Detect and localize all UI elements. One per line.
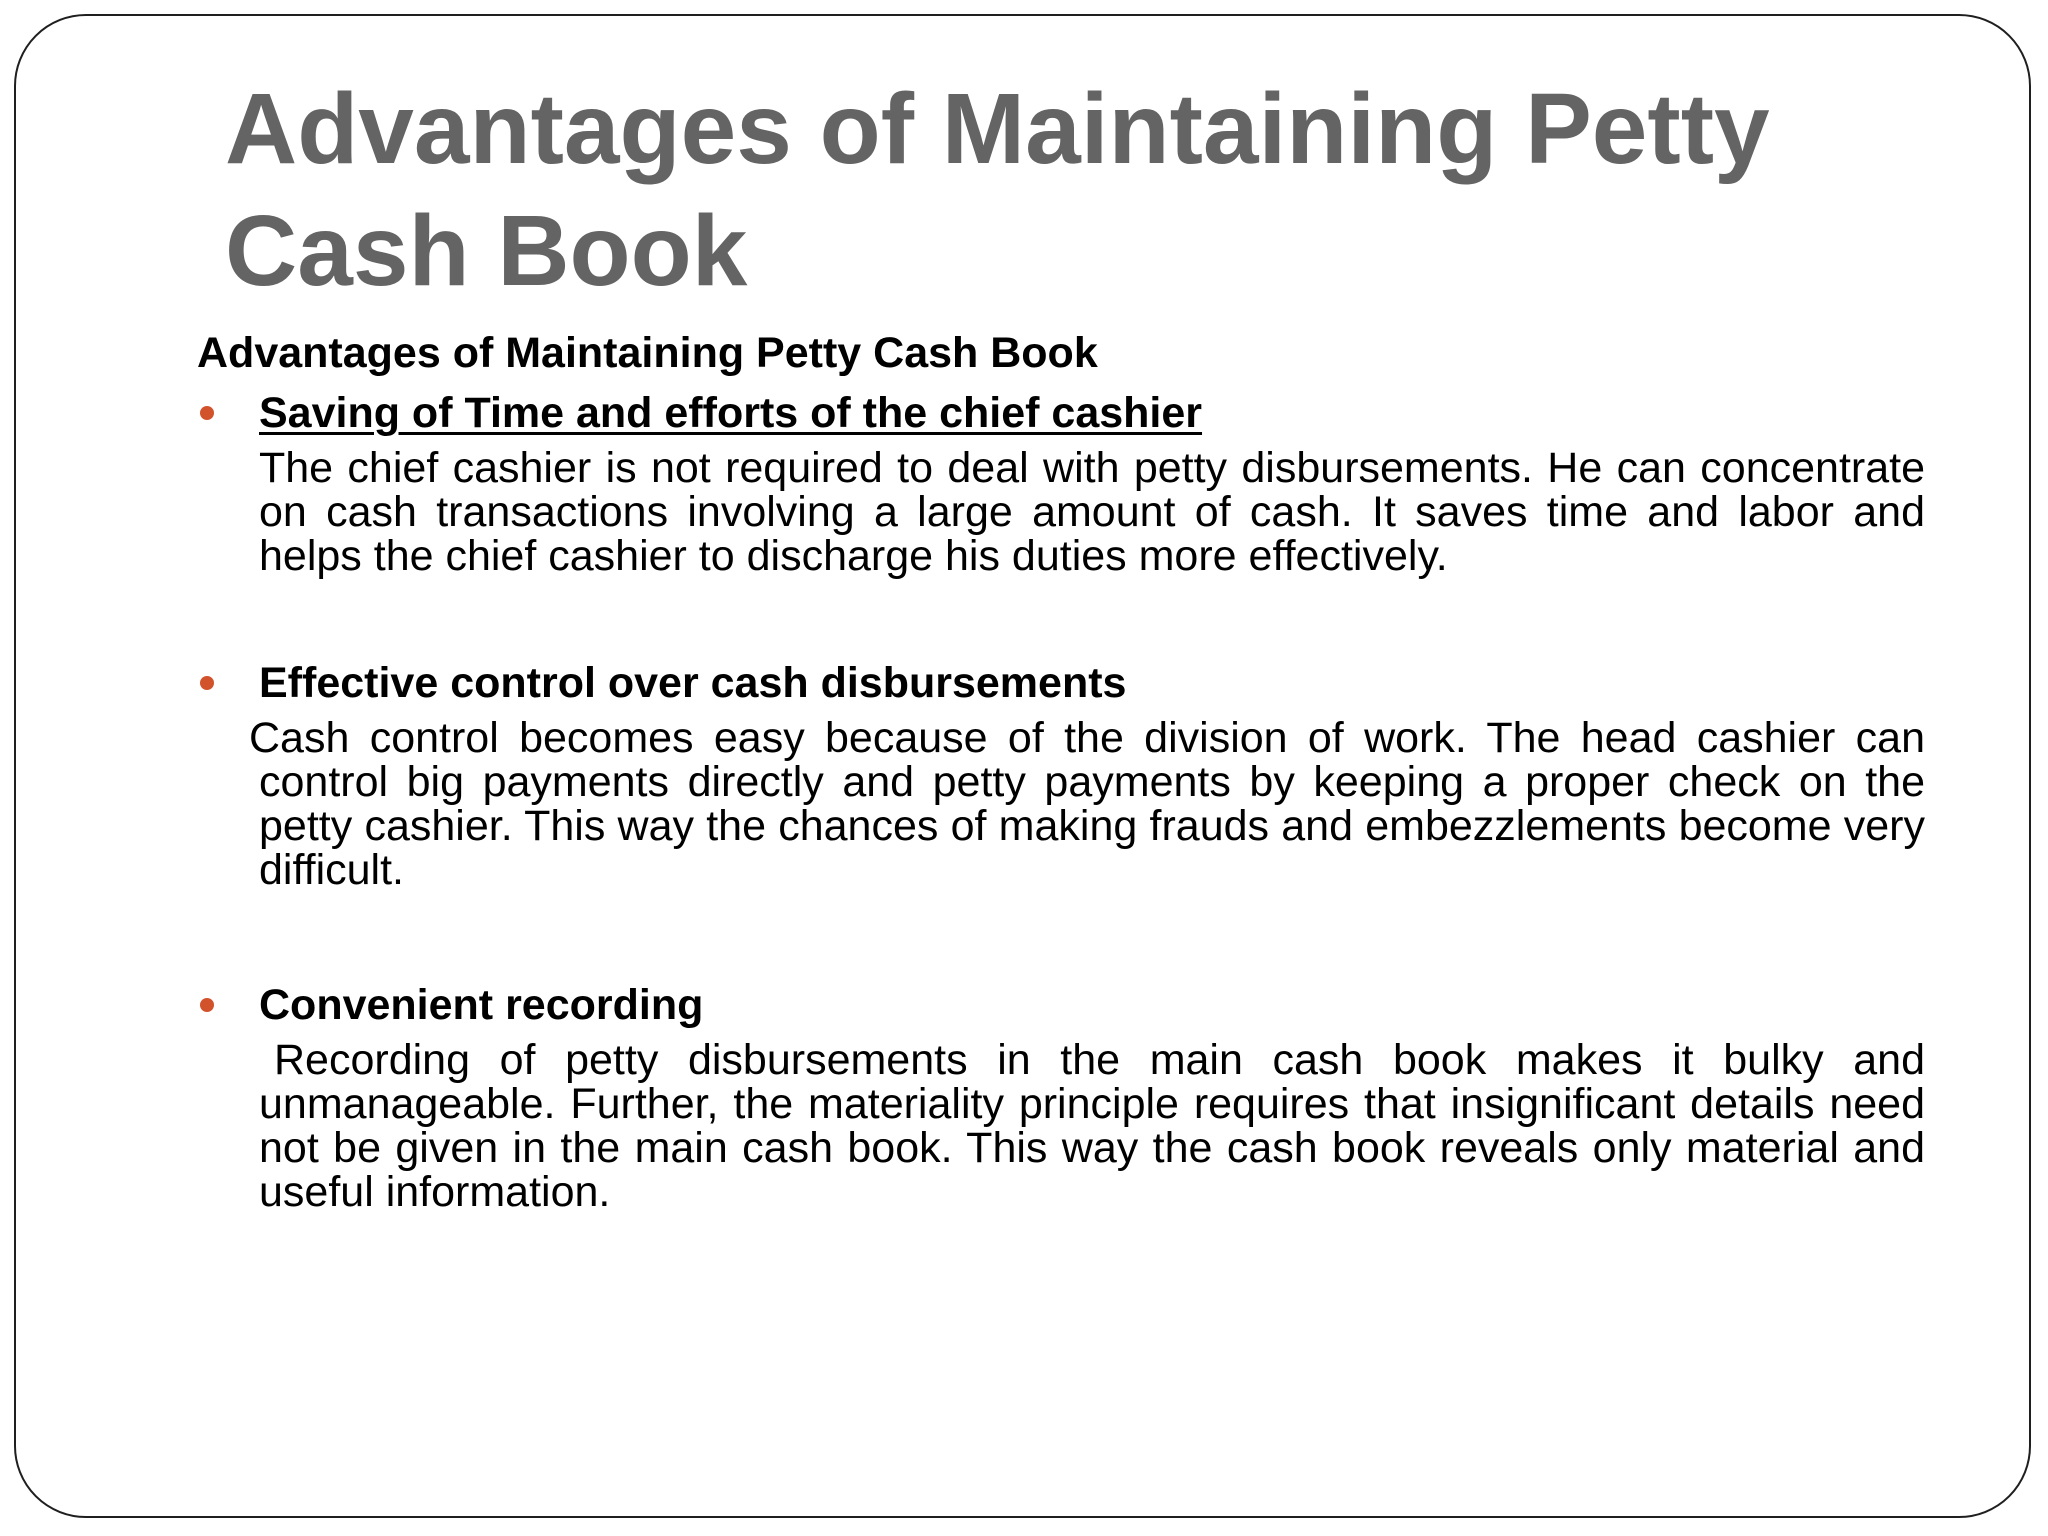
bullet-body-convenient-recording: Recording of petty disbursements in the main cash book makes it bulky and unmanageable. Further, the materiality principle requires that insignificant details need not be given in the main cash book. This way the cash book reveals only material and useful information. <box>259 1036 1925 1216</box>
bullet-dot-icon <box>200 998 214 1012</box>
slide-content <box>197 326 1925 1214</box>
bullet-dot-icon <box>200 406 214 420</box>
bullet-heading-text: Effective control over cash disbursements <box>259 659 1127 707</box>
bullet-body-time-saving: The chief cashier is not required to deal with petty disbursements. He can concentrate on cash transactions involving a large amount of cash. It saves time and labor and helps the chief cashier to discharge his duties more effectively. <box>259 444 1925 580</box>
spacer <box>197 892 1925 978</box>
spacer <box>197 578 1925 656</box>
slide-subtitle: Advantages of Maintaining Petty Cash Book <box>197 329 1098 377</box>
bullet-dot-icon <box>200 676 214 690</box>
bullet-body-cash-control: Cash control becomes easy because of the division of work. The head cashier can control big payments directly and petty payments by keeping a proper check on the petty cashier. This way the chances of making frauds and embezzlements become very difficult. <box>249 714 1925 894</box>
bullet-heading-text: Saving of Time and efforts of the chief cashier <box>259 389 1203 437</box>
slide-title: Advantages of Maintaining Petty Cash Book <box>225 73 1770 307</box>
bullet-heading-text: Convenient recording <box>259 981 704 1029</box>
bullet-heading-convenient-recording <box>197 978 1925 1032</box>
bullet-heading-cash-control <box>197 656 1925 710</box>
bullet-heading-time-saving <box>197 386 1925 440</box>
